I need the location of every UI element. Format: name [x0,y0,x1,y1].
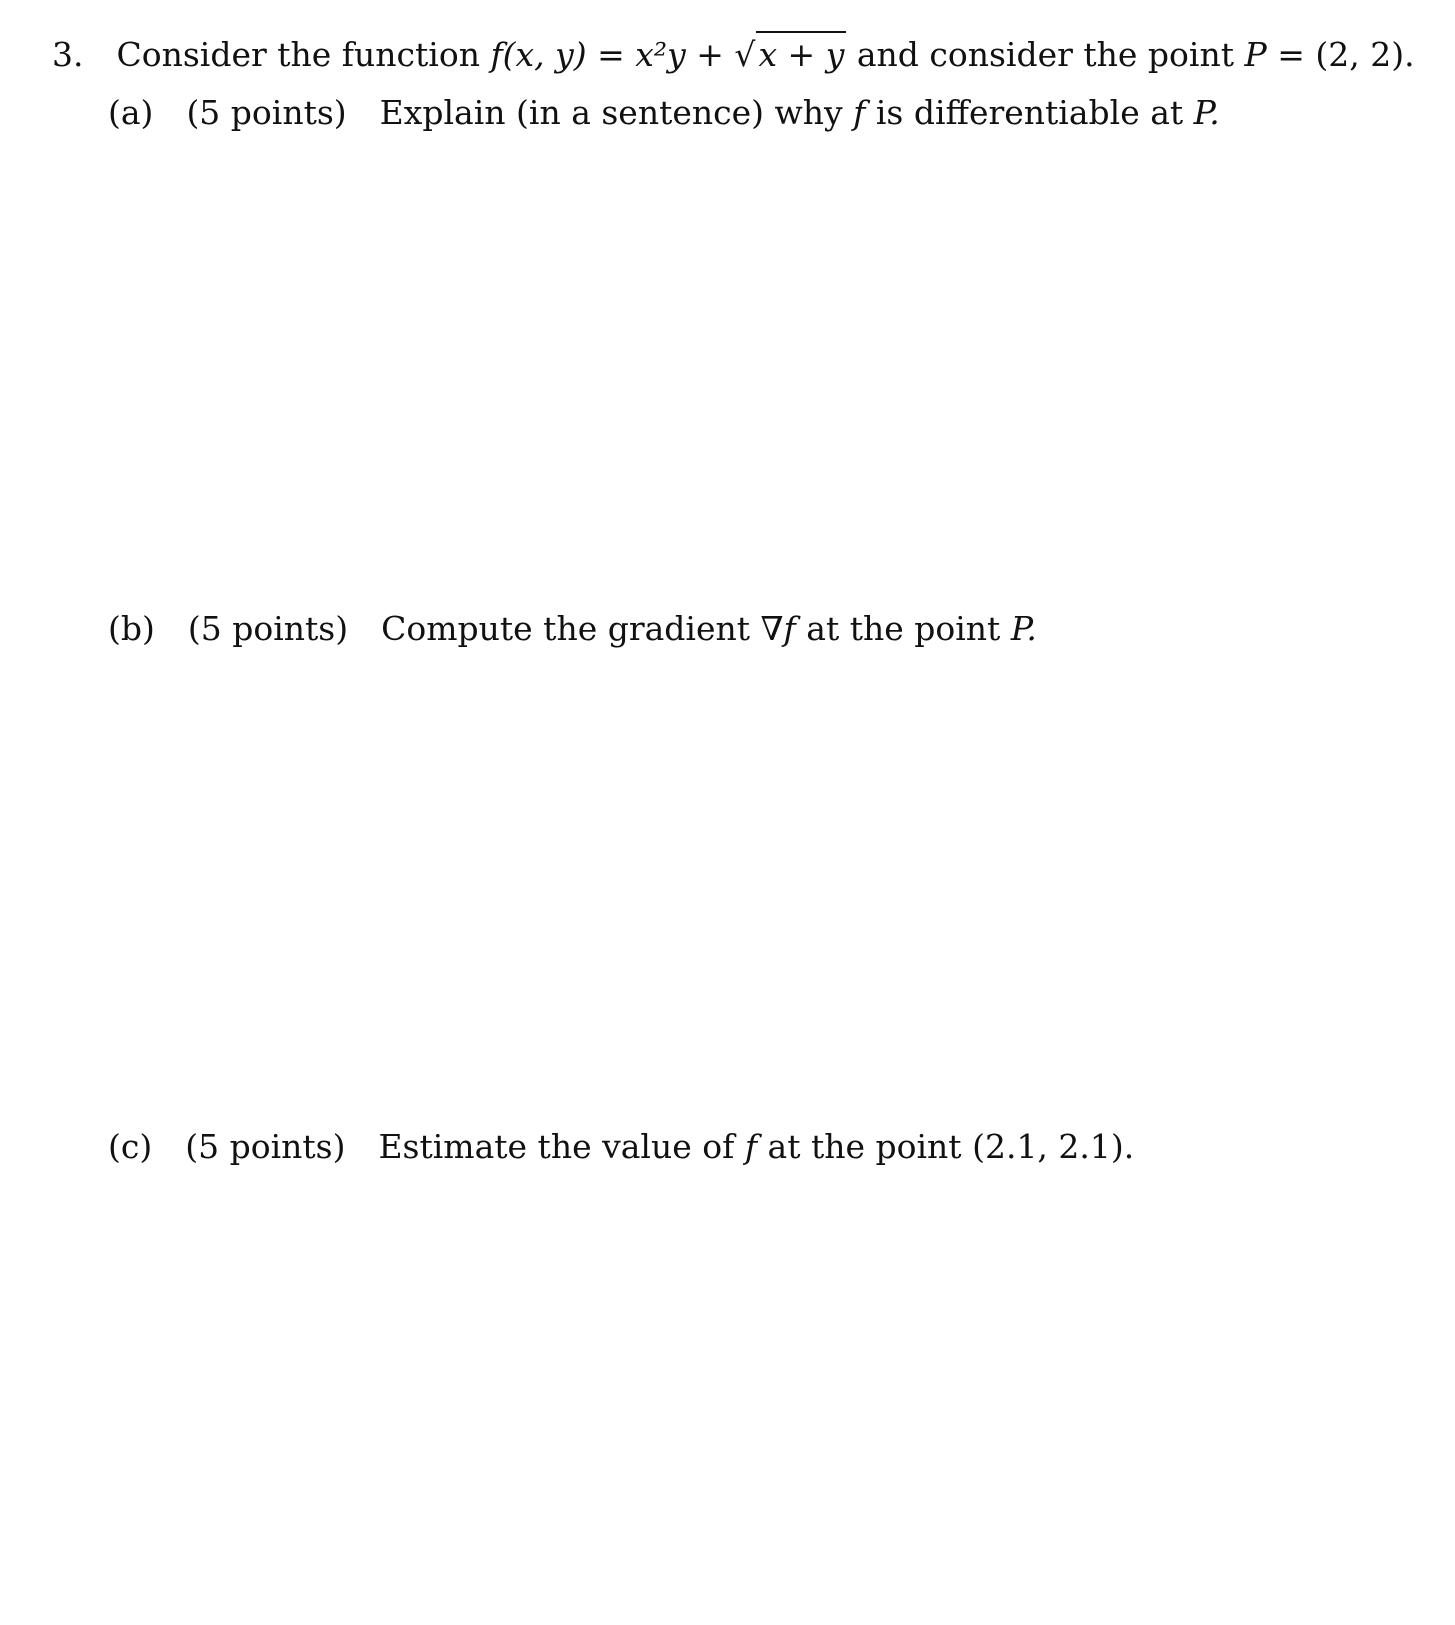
question-number: 3. [52,35,84,74]
part-a-target: P. [1193,93,1220,132]
part-b-target: P. [1010,609,1037,648]
part-c-points: (5 points) [185,1127,346,1166]
part-c-target: (2.1, 2.1). [972,1127,1135,1166]
part-b-symbol: ∇f [760,609,796,648]
part-c [108,1127,1135,1166]
point-label: P = [1244,35,1305,74]
part-b-text-after: at the point [806,609,1001,648]
question-3-statement [52,35,1415,74]
part-a-symbol: f [853,93,866,132]
part-b-points: (5 points) [187,609,349,648]
part-c-text-after: at the point [767,1127,962,1166]
part-c-symbol: f [744,1127,758,1166]
part-b-text-before: Compute the gradient [381,609,751,648]
part-a-text-after: is differentiable at [875,93,1184,132]
part-a [108,93,1220,132]
part-c-label: (c) [108,1127,153,1166]
part-a-points: (5 points) [186,93,347,132]
part-b-label: (b) [108,609,155,648]
part-a-label: (a) [108,93,154,132]
intro-text-start: Consider the function [116,35,480,74]
radical-sign-icon: √ [734,35,756,74]
part-b [108,609,1037,648]
square-root-term [734,35,846,74]
function-lhs: f(x, y) = [490,35,625,74]
part-c-text-before: Estimate the value of [378,1127,735,1166]
intro-text-middle: and consider the point [856,35,1234,74]
part-a-text-before: Explain (in a sentence) why [379,93,843,132]
radicand: x + y [756,31,846,74]
point-value: (2, 2). [1315,35,1415,74]
function-term-1: x²y + [635,35,724,74]
